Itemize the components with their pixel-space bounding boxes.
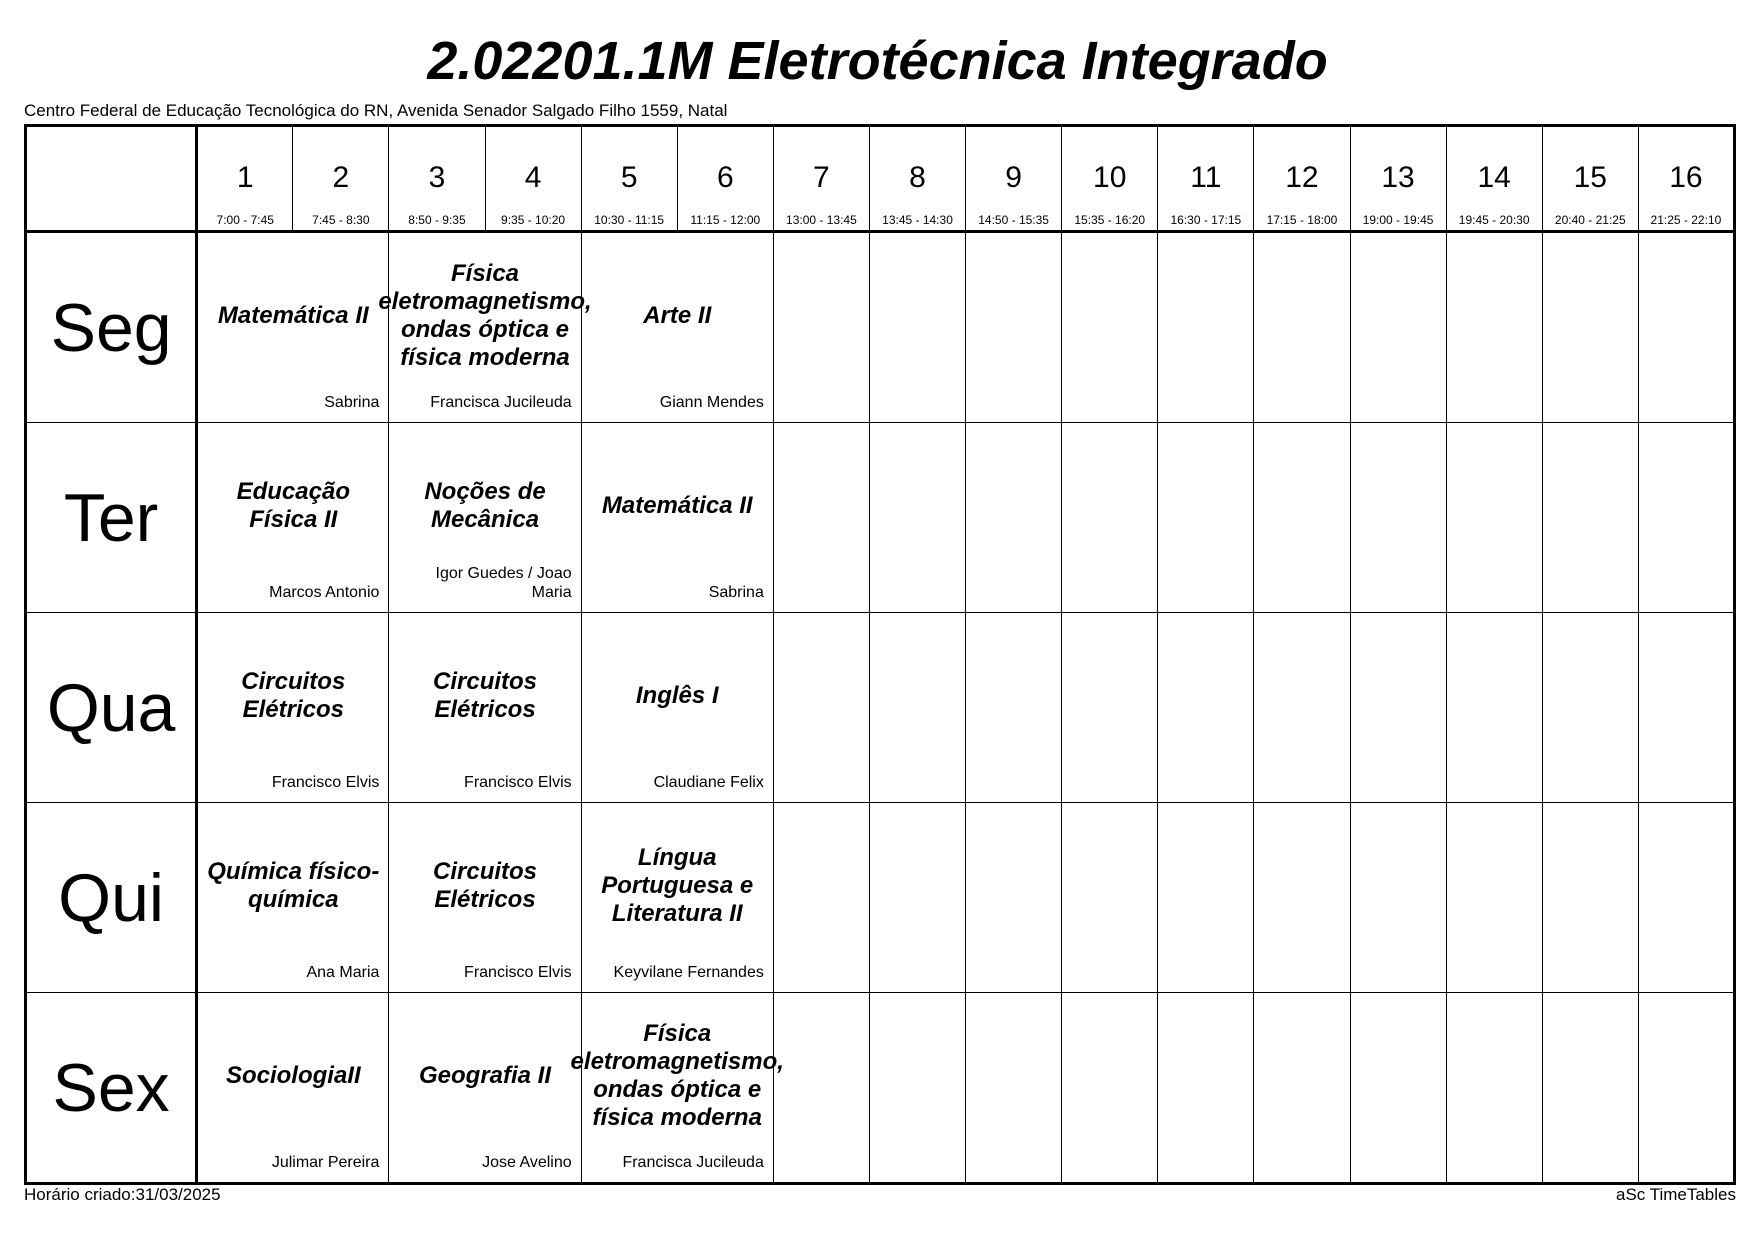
lesson-cell[interactable] — [581, 613, 773, 803]
period-number: 14 — [1477, 161, 1511, 194]
period-time: 8:50 - 9:35 — [408, 213, 466, 227]
empty-slot — [1446, 803, 1542, 993]
period-number: 8 — [909, 161, 926, 194]
created-date: Horário criado:31/03/2025 — [24, 1185, 221, 1204]
empty-slot — [1638, 993, 1734, 1184]
period-time: 19:00 - 19:45 — [1362, 213, 1434, 227]
empty-slot — [1158, 423, 1254, 613]
lesson-subject: Matemática II — [217, 301, 369, 329]
period-number: 16 — [1669, 161, 1703, 194]
lesson-teacher: Ana Maria — [306, 964, 380, 981]
empty-slot — [1350, 993, 1446, 1184]
period-header-13 — [1350, 126, 1446, 232]
lesson-teacher: Francisco Elvis — [464, 774, 572, 791]
lesson-cell[interactable] — [581, 232, 773, 423]
period-header-2 — [293, 126, 389, 232]
empty-slot — [1062, 423, 1158, 613]
empty-slot — [1542, 803, 1638, 993]
lesson-cell[interactable] — [570, 993, 784, 1184]
empty-slot — [1350, 803, 1446, 993]
empty-slot — [1158, 993, 1254, 1184]
empty-slot — [1638, 613, 1734, 803]
period-time: 14:50 - 15:35 — [978, 213, 1049, 227]
lesson-subject: Circuitos Elétricos — [241, 667, 346, 723]
day-row-seg — [26, 232, 1735, 423]
period-header-6 — [677, 126, 773, 232]
day-label: Seg — [26, 232, 197, 423]
empty-slot — [773, 232, 869, 423]
day-label: Qui — [26, 803, 197, 993]
empty-slot — [1158, 232, 1254, 423]
day-label: Qua — [26, 613, 197, 803]
empty-slot — [1638, 803, 1734, 993]
lesson-cell[interactable] — [197, 423, 389, 613]
empty-slot — [1638, 423, 1734, 613]
period-number: 5 — [620, 161, 638, 194]
empty-slot — [1350, 232, 1446, 423]
lesson-teacher: Francisca Jucileuda — [622, 1154, 764, 1171]
period-header-15 — [1542, 126, 1638, 232]
empty-slot — [1062, 232, 1158, 423]
period-time: 15:35 - 16:20 — [1074, 213, 1146, 227]
period-header-16 — [1638, 126, 1734, 232]
lesson-teacher: Claudiane Felix — [653, 774, 764, 791]
empty-slot — [1254, 803, 1350, 993]
lesson-subject: Matemática II — [601, 491, 753, 519]
lesson-cell[interactable] — [389, 993, 581, 1184]
lesson-cell[interactable] — [197, 803, 389, 993]
empty-slot — [1446, 993, 1542, 1184]
lesson-subject: Inglês I — [635, 681, 719, 709]
period-time: 19:45 - 20:30 — [1458, 213, 1530, 227]
lesson-teacher: Keyvilane Fernandes — [613, 964, 764, 981]
period-number: 10 — [1093, 161, 1127, 194]
day-label: Sex — [26, 993, 197, 1184]
period-time: 10:30 - 11:15 — [594, 213, 665, 227]
lesson-teacher: Sabrina — [708, 584, 764, 601]
lesson-subject: Física eletromagnetismo, ondas óptica e física moderna — [570, 1019, 784, 1131]
empty-slot — [1350, 613, 1446, 803]
lesson-teacher: Igor Guedes / Joao Maria — [435, 565, 572, 601]
lesson-teacher: Giann Mendes — [659, 394, 764, 411]
period-number: 4 — [524, 161, 542, 194]
period-header-14 — [1446, 126, 1542, 232]
empty-slot — [966, 993, 1062, 1184]
lesson-subject: Educação Física II — [236, 477, 350, 533]
period-time: 9:35 - 10:20 — [501, 213, 566, 227]
period-header-row — [26, 126, 1735, 232]
empty-slot — [869, 803, 965, 993]
period-header-7 — [773, 126, 869, 232]
period-number: 11 — [1190, 161, 1222, 194]
period-header-10 — [1062, 126, 1158, 232]
period-number: 1 — [236, 161, 254, 194]
day-label: Ter — [26, 423, 197, 613]
period-number: 7 — [813, 161, 830, 194]
period-time: 7:45 - 8:30 — [312, 213, 370, 227]
generator-credit: aSc TimeTables — [1616, 1185, 1736, 1204]
period-header-4 — [485, 126, 581, 232]
lesson-subject: Geografia II — [418, 1061, 552, 1089]
lesson-subject: Circuitos Elétricos — [433, 667, 538, 723]
day-row-sex — [26, 993, 1735, 1184]
lesson-subject: Noções de Mecânica — [424, 477, 546, 533]
empty-slot — [869, 993, 965, 1184]
lesson-cell[interactable] — [581, 803, 773, 993]
lesson-teacher: Sabrina — [324, 394, 380, 411]
empty-slot — [773, 993, 869, 1184]
empty-slot — [1542, 232, 1638, 423]
empty-slot — [1542, 423, 1638, 613]
period-number: 13 — [1381, 161, 1415, 194]
page-title: 2.02201.1M Eletrotécnica Integrado — [427, 31, 1328, 91]
day-row-qui — [26, 803, 1735, 993]
period-header-5 — [581, 126, 677, 232]
corner-cell — [26, 126, 197, 232]
period-time: 17:15 - 18:00 — [1266, 213, 1338, 227]
empty-slot — [1446, 232, 1542, 423]
lesson-teacher: Marcos Antonio — [269, 584, 380, 601]
empty-slot — [869, 232, 965, 423]
period-header-9 — [966, 126, 1062, 232]
empty-slot — [966, 232, 1062, 423]
empty-slot — [773, 803, 869, 993]
lesson-cell[interactable] — [197, 613, 389, 803]
empty-slot — [1158, 613, 1254, 803]
period-time: 13:45 - 14:30 — [882, 213, 953, 227]
empty-slot — [1542, 993, 1638, 1184]
empty-slot — [1062, 613, 1158, 803]
lesson-cell[interactable] — [581, 423, 773, 613]
period-number: 15 — [1573, 161, 1607, 194]
empty-slot — [1446, 613, 1542, 803]
empty-slot — [1350, 423, 1446, 613]
lesson-cell[interactable] — [378, 232, 592, 423]
empty-slot — [1254, 993, 1350, 1184]
lesson-teacher: Jose Avelino — [482, 1154, 572, 1171]
empty-slot — [966, 803, 1062, 993]
period-number: 9 — [1005, 161, 1022, 194]
empty-slot — [773, 613, 869, 803]
empty-slot — [1446, 423, 1542, 613]
period-header-3 — [389, 126, 485, 232]
empty-slot — [1062, 993, 1158, 1184]
institution-address: Centro Federal de Educação Tecnológica do RN, Avenida Senador Salgado Filho 1559, Natal — [24, 101, 728, 120]
lesson-cell[interactable] — [197, 232, 389, 423]
empty-slot — [1254, 423, 1350, 613]
empty-slot — [1254, 613, 1350, 803]
period-time: 16:30 - 17:15 — [1170, 213, 1242, 227]
lesson-subject: Circuitos Elétricos — [433, 857, 538, 913]
period-number: 2 — [332, 161, 350, 194]
empty-slot — [773, 423, 869, 613]
lesson-teacher: Francisco Elvis — [271, 774, 380, 791]
period-number: 6 — [716, 161, 734, 194]
period-time: 7:00 - 7:45 — [216, 213, 274, 227]
empty-slot — [1638, 232, 1734, 423]
lesson-subject: SociologiaII — [225, 1061, 361, 1089]
period-header-8 — [869, 126, 965, 232]
day-row-qua — [26, 613, 1735, 803]
lesson-teacher: Julimar Pereira — [271, 1154, 380, 1171]
empty-slot — [1542, 613, 1638, 803]
period-time: 11:15 - 12:00 — [690, 213, 761, 227]
empty-slot — [1158, 803, 1254, 993]
lesson-subject: Língua Portuguesa e Literatura II — [601, 843, 754, 927]
period-time: 20:40 - 21:25 — [1554, 213, 1626, 227]
day-row-ter — [26, 423, 1735, 613]
period-header-11 — [1158, 126, 1254, 232]
lesson-cell[interactable] — [197, 993, 389, 1184]
empty-slot — [869, 613, 965, 803]
empty-slot — [869, 423, 965, 613]
lesson-subject: Arte II — [643, 301, 712, 329]
lesson-cell[interactable] — [389, 423, 581, 613]
lesson-cell[interactable] — [389, 613, 581, 803]
empty-slot — [1254, 232, 1350, 423]
empty-slot — [966, 423, 1062, 613]
lesson-subject: Física eletromagnetismo, ondas óptica e física moderna — [378, 259, 592, 371]
period-number: 3 — [428, 161, 446, 194]
period-header-1 — [197, 126, 293, 232]
lesson-teacher: Francisca Jucileuda — [430, 394, 572, 411]
empty-slot — [966, 613, 1062, 803]
period-header-12 — [1254, 126, 1350, 232]
empty-slot — [1062, 803, 1158, 993]
lesson-subject: Química físico-química — [207, 857, 380, 913]
lesson-cell[interactable] — [389, 803, 581, 993]
period-number: 12 — [1285, 161, 1319, 194]
period-time: 13:00 - 13:45 — [786, 213, 857, 227]
timetable-grid — [24, 124, 1736, 1185]
period-time: 21:25 - 22:10 — [1650, 213, 1722, 227]
lesson-teacher: Francisco Elvis — [464, 964, 572, 981]
